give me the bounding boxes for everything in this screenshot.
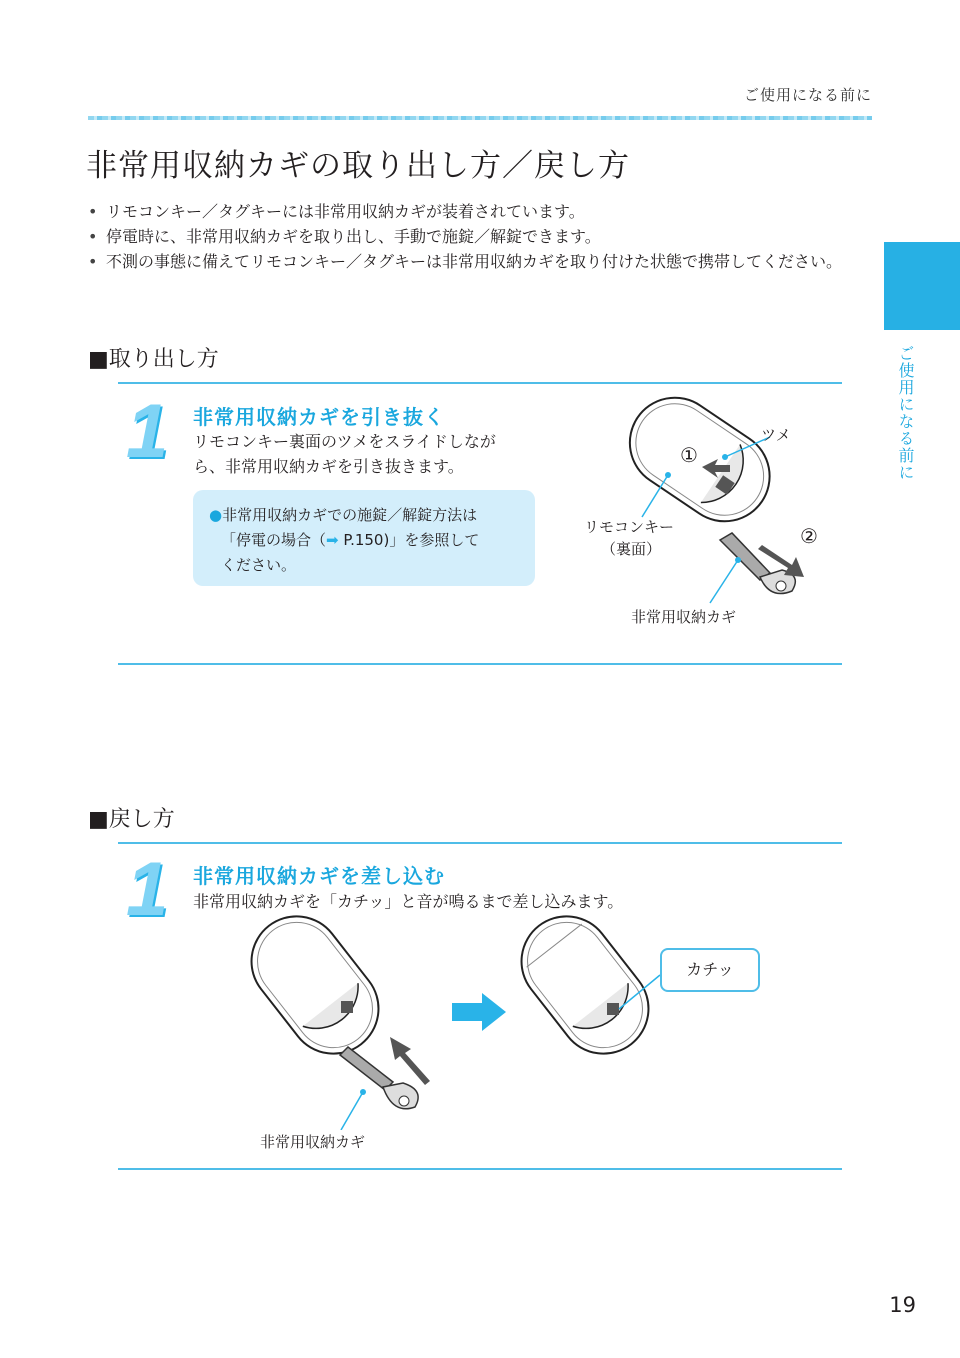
section-rule-bottom: [118, 663, 842, 665]
step-description-line: リモコンキー裏面のツメをスライドしなが: [193, 432, 496, 451]
note-line: ください。: [221, 556, 297, 574]
step-number: 1: [126, 847, 169, 932]
intro-bullet: • 停電時に、非常用収納カギを取り出し、手動で施錠／解錠できます。: [88, 225, 878, 249]
insert-key-illustration: [245, 915, 445, 1130]
insert-arrow-icon: [390, 1037, 430, 1085]
callout-click-sound: カチッ: [660, 948, 760, 992]
arrow-right-icon: ➡: [326, 531, 339, 549]
section-rule-top: [118, 842, 842, 844]
section-rule-top: [118, 382, 842, 384]
step-heading: 非常用収納カギを差し込む: [193, 864, 445, 888]
section-title-return: ■戻し方: [88, 807, 175, 832]
intro-bullet: • 不測の事態に備えてリモコンキー／タグキーは非常用収納カギを取り付けた状態で携帯してください。: [88, 250, 878, 274]
note-text: [209, 503, 529, 578]
intro-bullet: • リモコンキー／タグキーには非常用収納カギが装着されています。: [88, 200, 878, 224]
note-bullet-icon: ●: [209, 506, 223, 524]
label-tsume: ツメ: [761, 426, 791, 444]
step-heading: 非常用収納カギを引き抜く: [193, 405, 445, 429]
step-description-line: ら、非常用収納カギを引き抜きます。: [193, 457, 464, 476]
side-index-tab: [884, 242, 960, 330]
label-emergency-key: 非常用収納カギ: [631, 608, 737, 626]
latch: [341, 1001, 353, 1013]
page-number: 19: [889, 1293, 916, 1317]
step-number: 1: [126, 389, 169, 474]
header-rule: [88, 116, 872, 120]
header-section-label: ご使用になる前に: [743, 86, 872, 104]
note-line: 非常用収納カギでの施錠／解錠方法は: [222, 506, 478, 524]
note-page-ref[interactable]: P.150)」を参照して: [338, 531, 480, 549]
remove-key-illustration: [570, 395, 860, 635]
step-marker-2: ②: [800, 524, 818, 548]
latch: [607, 1003, 619, 1015]
side-index-label: ご使用になる前に: [896, 345, 915, 481]
step-description: 非常用収納カギを「カチッ」と音が鳴るまで差し込みます。: [193, 892, 624, 911]
section-title-remove: ■取り出し方: [88, 347, 219, 372]
step-marker-1: ①: [680, 443, 698, 467]
label-remote-key: リモコンキー: [584, 518, 675, 536]
right-arrow-icon: [452, 993, 506, 1031]
note-line: 「停電の場合（: [221, 531, 327, 549]
inserted-key-illustration: [515, 915, 675, 1060]
remote-key-body: [245, 915, 397, 1072]
section-rule-bottom: [118, 1168, 842, 1170]
label-remote-key-back: （裏面）: [601, 540, 662, 558]
intro-bullet-list: [88, 200, 878, 275]
label-emergency-key: 非常用収納カギ: [260, 1133, 366, 1151]
page-title: 非常用収納カギの取り出し方／戻し方: [86, 148, 630, 184]
